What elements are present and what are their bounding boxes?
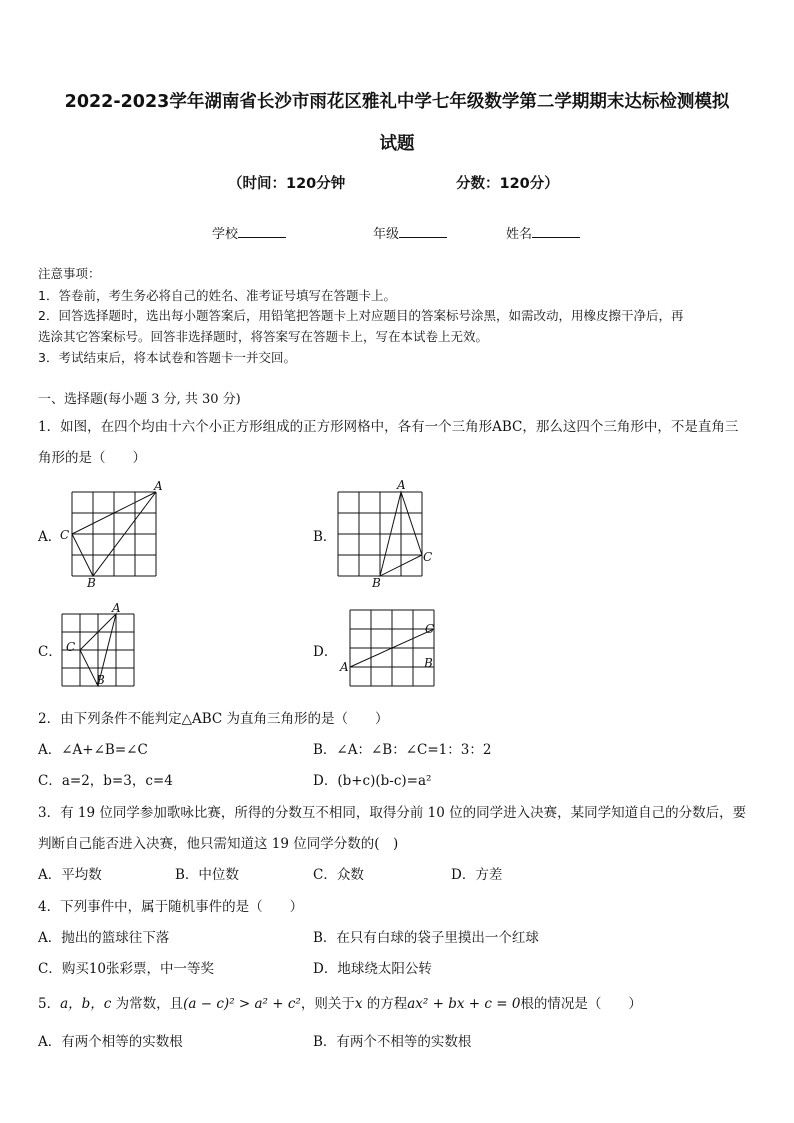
q5-text-1: 为常数，且	[111, 996, 184, 1012]
q5-option-a[interactable]: A．有两个相等的实数根	[38, 1034, 183, 1050]
q2-option-c[interactable]: C．a=2，b=3，c=4	[38, 773, 173, 789]
school-blank[interactable]	[238, 225, 286, 238]
figure-c-vertex-a: A	[112, 601, 121, 615]
figure-d-vertex-b: B	[424, 656, 433, 670]
q1-option-d-label[interactable]: D．	[313, 644, 338, 660]
figure-a-vertex-b: B	[87, 576, 96, 590]
section-heading: 一、选择题(每小题 3 分, 共 30 分)	[38, 392, 241, 407]
q5-stem	[38, 992, 642, 1012]
q3-option-d[interactable]: D．方差	[451, 867, 503, 883]
figure-a-vertex-c: C	[60, 528, 70, 542]
figure-b-vertex-c: C	[423, 550, 433, 564]
q5-text-4: 根的情况是（ ）	[520, 996, 642, 1012]
exam-time: （时间：120分钟	[228, 176, 346, 192]
name-blank[interactable]	[532, 225, 580, 238]
q1-option-a-label[interactable]: A．	[38, 529, 62, 545]
exam-title-line2: 试题	[379, 134, 415, 154]
q1-option-c-label[interactable]: C．	[38, 644, 62, 660]
school-label: 学校	[212, 227, 239, 242]
q5-text-3: 的方程	[362, 996, 408, 1012]
q1-option-b-label[interactable]: B．	[313, 529, 337, 545]
q4-option-b[interactable]: B．在只有白球的袋子里摸出一个红球	[313, 930, 539, 946]
q5-text-2: ，则关于	[300, 996, 355, 1012]
q5-number: 5．	[38, 996, 61, 1012]
school-field[interactable]	[212, 223, 286, 242]
name-field[interactable]	[506, 223, 580, 242]
notice-item-2-cont: 选涂其它答案标号。回答非选择题时，将答案写在答题卡上，写在本试卷上无效。	[38, 329, 489, 344]
q1-stem-line2: 角形的是（ ）	[38, 450, 146, 466]
grade-field[interactable]	[373, 223, 447, 242]
figure-d-vertex-c: C	[425, 622, 435, 636]
q1-stem-line1: 1．如图，在四个均由十六个小正方形组成的正方形网格中，各有一个三角形ABC，那么这四个三角形中，不是直角三	[38, 419, 739, 435]
exam-title-line1: 2022-2023学年湖南省长沙市雨花区雅礼中学七年级数学第二学期期末达标检测模拟	[64, 92, 730, 112]
q5-option-b[interactable]: B．有两个不相等的实数根	[313, 1034, 472, 1050]
figure-c-grid	[56, 600, 146, 692]
figure-c-vertex-b: B	[96, 673, 105, 687]
notice-item-2: 2．回答选择题时，选出每小题答案后，用铅笔把答题卡上对应题目的答案标号涂黑，如需改动，用橡皮擦干净后，再	[38, 308, 684, 323]
q3-stem-line1: 3．有 19 位同学参加歌咏比赛，所得的分数互不相同，取得分前 10 位的同学进入决赛，某同学知道自己的分数后，要	[38, 805, 747, 821]
figure-b-vertex-b: B	[372, 576, 381, 590]
figure-d-grid	[336, 602, 446, 694]
q2-option-d[interactable]: D．(b+c)(b-c)=a²	[313, 773, 432, 789]
q3-option-c[interactable]: C．众数	[313, 867, 364, 883]
q3-option-a[interactable]: A．平均数	[38, 867, 102, 883]
q5-x-var: x	[354, 996, 363, 1012]
q2-option-a[interactable]: A．∠A+∠B=∠C	[38, 742, 148, 758]
exam-score: 分数：120分）	[456, 176, 559, 192]
q2-stem: 2．由下列条件不能判定△ABC 为直角三角形的是（ ）	[38, 711, 389, 727]
figure-d-vertex-a: A	[340, 660, 349, 674]
q5-vars: a，b，c	[60, 996, 112, 1012]
grade-blank[interactable]	[399, 225, 447, 238]
figure-b-vertex-a: A	[397, 478, 406, 492]
notice-item-1: 1．答卷前，考生务必将自己的姓名、准考证号填写在答题卡上。	[38, 288, 396, 303]
notice-item-3: 3．考试结束后，将本试卷和答题卡一并交回。	[38, 350, 296, 365]
grade-label: 年级	[373, 227, 400, 242]
figure-a-grid	[56, 478, 166, 590]
q4-option-d[interactable]: D．地球绕太阳公转	[313, 961, 432, 977]
q5-inequality: (a − c)² > a² + c²	[183, 996, 301, 1012]
q4-stem: 4．下列事件中，属于随机事件的是（ ）	[38, 899, 304, 915]
q5-equation: ax² + bx + c = 0	[407, 996, 521, 1012]
q4-option-c[interactable]: C．购买10张彩票，中一等奖	[38, 961, 215, 977]
name-label: 姓名	[506, 227, 533, 242]
q4-option-a[interactable]: A．抛出的篮球往下落	[38, 930, 170, 946]
q3-stem-line2: 判断自己能否进入决赛，他只需知道这 19 位同学分数的( )	[38, 836, 399, 852]
figure-c-vertex-c: C	[66, 640, 76, 654]
figure-b-grid	[332, 478, 442, 590]
figure-a-vertex-a: A	[154, 479, 163, 493]
q2-option-b[interactable]: B．∠A：∠B：∠C=1：3：2	[313, 742, 492, 758]
notice-heading: 注意事项：	[38, 266, 101, 281]
q3-option-b[interactable]: B．中位数	[175, 867, 239, 883]
